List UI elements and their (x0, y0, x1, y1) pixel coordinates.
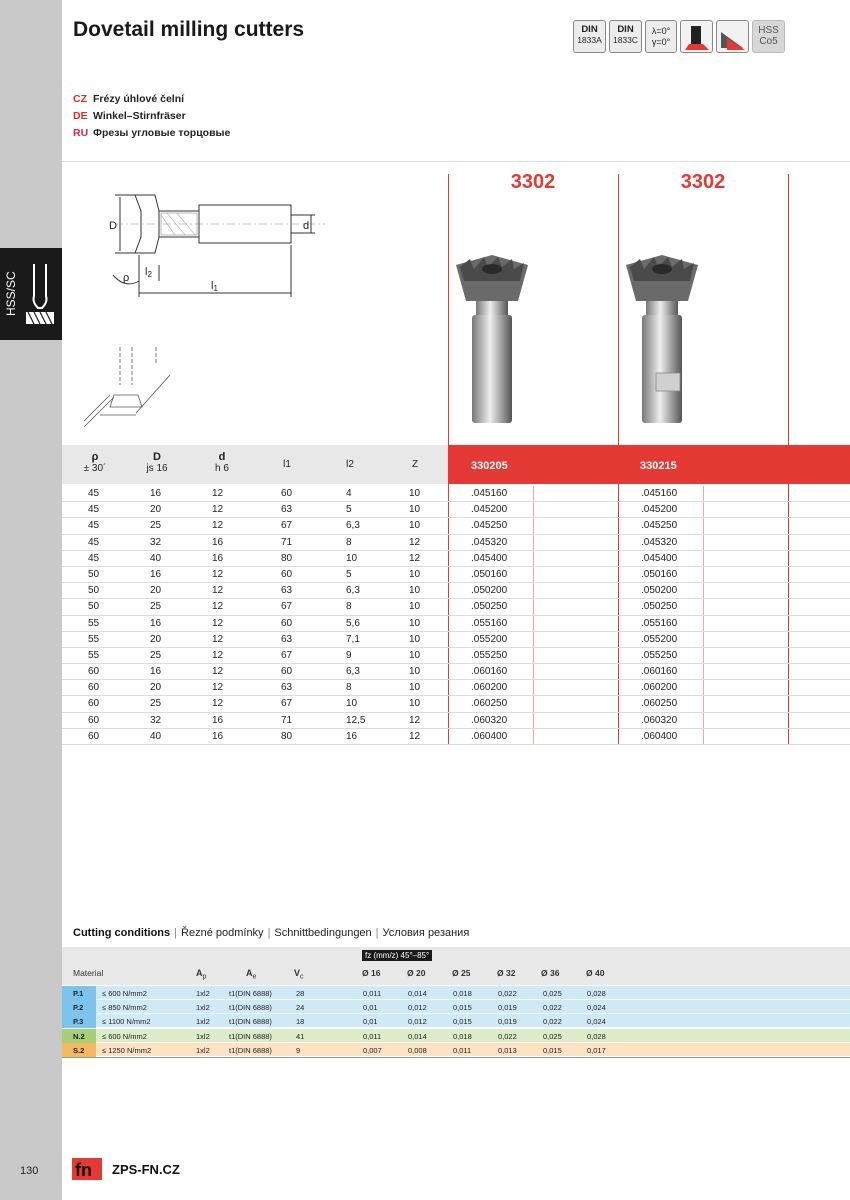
table-cell: 16 (150, 568, 162, 580)
order-code-cell: .045200 (641, 504, 678, 516)
cc-strength: ≤ 850 N/mm2 (102, 1003, 147, 1013)
table-cell: 12 (409, 714, 421, 726)
cc-vc: 41 (296, 1031, 305, 1041)
table-cell: 12 (212, 585, 224, 597)
table-row (62, 648, 850, 664)
table-cell: 10 (409, 649, 421, 661)
cutting-row (62, 1029, 850, 1043)
dim-l1: l (211, 280, 214, 292)
order-code-cell: .060400 (471, 730, 508, 742)
cc-fz: 0,028 (587, 989, 606, 998)
order-code-cell: .060200 (471, 682, 508, 694)
table-cell: 25 (150, 649, 162, 661)
table-cell: 20 (150, 633, 162, 645)
table-cell: 67 (281, 649, 293, 661)
cc-fz: 0,011 (363, 989, 382, 998)
table-cell: 50 (88, 601, 100, 613)
table-cell: 50 (88, 568, 100, 580)
cc-fz: 0,024 (587, 1017, 606, 1027)
cutter-dimension-drawing (95, 185, 335, 305)
order-code-cell: .050250 (641, 601, 678, 613)
product-code: 330215 (640, 460, 677, 472)
cc-ap: 1xl2 (196, 989, 210, 998)
order-code-cell: .055250 (471, 649, 508, 661)
cc-material-header: Material (73, 968, 104, 978)
side-tab[interactable] (0, 248, 62, 340)
dim-rho: ρ (123, 272, 130, 284)
cc-group: S.2 (73, 1045, 85, 1055)
col-rho: ρ ± 30´ (83, 451, 107, 474)
cc-ae: t1(DIN 6888) (229, 1045, 272, 1055)
cc-fz: 0,015 (453, 1003, 472, 1013)
table-cell: 12 (212, 666, 224, 678)
cc-group: P.1 (73, 989, 84, 998)
dimension-table (62, 486, 850, 745)
table-cell: 5 (346, 504, 352, 516)
table-cell: 55 (88, 633, 100, 645)
table-cell: 12 (212, 682, 224, 694)
dim-D: D (109, 220, 117, 232)
table-row (62, 486, 850, 502)
cutting-conditions-title: Cutting conditions | Řezné podmínky | Schnittbedingungen | Условия резания (73, 927, 470, 939)
order-code-cell: .050160 (471, 568, 508, 580)
machining-drawing (80, 345, 180, 430)
cc-fz: 0,024 (587, 1003, 606, 1013)
lang-cz: CZ Frézy úhlové čelní (73, 93, 185, 105)
order-code-cell: .055200 (641, 633, 678, 645)
order-code-cell: .045400 (641, 552, 678, 564)
cc-ap-header: $A_p$ (196, 968, 207, 981)
table-cell: 63 (281, 585, 293, 597)
table-cell: 12 (409, 730, 421, 742)
order-code-cell: .060160 (641, 666, 678, 678)
table-cell: 60 (88, 666, 100, 678)
cc-ae: t1(DIN 6888) (229, 989, 272, 998)
table-cell: 45 (88, 504, 100, 516)
cc-fz: 0,013 (498, 1045, 517, 1055)
svg-text:l1 (211, 280, 218, 293)
cc-fz: 0,014 (408, 1031, 427, 1041)
table-cell: 10 (409, 666, 421, 678)
cutting-header (62, 947, 850, 985)
table-cell: 7,1 (346, 633, 360, 645)
cc-group: N.2 (73, 1031, 85, 1041)
cc-fz: 0,022 (543, 1003, 562, 1013)
cutter-photo (452, 255, 532, 425)
product-code: 330205 (471, 460, 508, 472)
table-cell: 55 (88, 617, 100, 629)
table-cell: 5 (346, 568, 352, 580)
cc-vc: 24 (296, 1003, 305, 1013)
table-cell: 20 (150, 682, 162, 694)
language-list (73, 91, 230, 142)
table-cell: 5,6 (346, 617, 360, 629)
table-cell: 12 (409, 552, 421, 564)
order-code-cell: .045400 (471, 552, 508, 564)
table-cell: 12 (212, 568, 224, 580)
order-code-cell: .060320 (641, 714, 678, 726)
cc-ap: 1xl2 (196, 1017, 210, 1027)
table-cell: 40 (150, 552, 162, 564)
order-code-cell: .055160 (471, 617, 508, 629)
table-cell: 12 (212, 698, 224, 710)
cc-fz: 0,019 (498, 1003, 517, 1013)
table-row (62, 632, 850, 648)
table-cell: 60 (88, 730, 100, 742)
table-cell: 12 (212, 504, 224, 516)
order-code-cell: .060250 (471, 698, 508, 710)
order-code-cell: .060400 (641, 730, 678, 742)
table-cell: 8 (346, 601, 352, 613)
cc-vc: 9 (296, 1045, 301, 1055)
cc-ae: t1(DIN 6888) (229, 1017, 272, 1027)
dim-l2-sub: 2 (147, 270, 152, 279)
order-code-cell: .060160 (471, 666, 508, 678)
table-cell: 12 (212, 617, 224, 629)
table-cell: 16 (212, 552, 224, 564)
table-cell: 45 (88, 520, 100, 532)
table-cell: 60 (88, 714, 100, 726)
cc-fz: 0,025 (543, 1031, 562, 1041)
table-cell: 32 (150, 536, 162, 548)
table-cell: 10 (409, 504, 421, 516)
table-row (62, 616, 850, 632)
order-code-cell: .045200 (471, 504, 508, 516)
table-cell: 10 (409, 488, 421, 499)
logo-text: fn (75, 1160, 92, 1180)
table-cell: 10 (409, 585, 421, 597)
order-code-cell: .055200 (471, 633, 508, 645)
cc-ap: 1xl2 (196, 1031, 210, 1041)
cc-ae: t1(DIN 6888) (229, 1031, 272, 1041)
table-row (62, 535, 850, 551)
cc-fz: 0,022 (543, 1017, 562, 1027)
table-cell: 63 (281, 633, 293, 645)
cc-fz: 0,022 (498, 1031, 517, 1041)
table-cell: 50 (88, 585, 100, 597)
table-cell: 10 (409, 568, 421, 580)
table-row (62, 551, 850, 567)
cc-fz: 0,017 (587, 1045, 606, 1055)
cc-bottom-line (62, 1057, 850, 1058)
cc-group: P.3 (73, 1017, 84, 1027)
cc-ae-header: $A_e$ (246, 968, 257, 981)
order-code-cell: .055250 (641, 649, 678, 661)
table-row (62, 696, 850, 712)
table-cell: 20 (150, 504, 162, 516)
table-cell: 12 (212, 633, 224, 645)
cc-dia-header: Ø 36 (541, 968, 560, 978)
angle-badge: λ=0° γ=0° (645, 20, 677, 53)
cutting-row (62, 1000, 850, 1014)
cc-fz: 0,011 (363, 1031, 382, 1041)
order-code-cell: .045250 (641, 520, 678, 532)
cc-fz: 0,019 (498, 1017, 517, 1027)
table-cell: 67 (281, 520, 293, 532)
order-code-cell: .045160 (471, 488, 508, 499)
table-cell: 12 (212, 649, 224, 661)
table-cell: 67 (281, 698, 293, 710)
product-number: 3302 (510, 171, 556, 193)
cc-strength: ≤ 600 N/mm2 (102, 989, 147, 998)
table-cell: 10 (409, 633, 421, 645)
cc-fz: 0,018 (453, 1031, 472, 1041)
table-row (62, 518, 850, 534)
footer-site[interactable]: ZPS-FN.CZ (112, 1161, 180, 1177)
shank-icon (680, 20, 713, 53)
table-cell: 60 (88, 682, 100, 694)
page-number: 130 (20, 1165, 39, 1177)
table-cell: 60 (281, 568, 293, 580)
cc-ae: t1(DIN 6888) (229, 1003, 272, 1013)
table-cell: 67 (281, 601, 293, 613)
cutting-profile-icon (716, 20, 749, 53)
table-row (62, 713, 850, 729)
dim-l2: l (145, 266, 148, 278)
order-code-cell: .060250 (641, 698, 678, 710)
din-1833a-badge: DIN 1833A (573, 20, 606, 53)
table-cell: 60 (281, 666, 293, 678)
cc-strength: ≤ 600 N/mm2 (102, 1031, 147, 1041)
table-cell: 16 (150, 617, 162, 629)
order-code-cell: .050200 (641, 585, 678, 597)
table-cell: 4 (346, 488, 352, 499)
table-cell: 12 (409, 536, 421, 548)
cc-dia-header: Ø 20 (407, 968, 426, 978)
cc-dia-header: Ø 25 (452, 968, 471, 978)
cc-fz: 0,01 (363, 1003, 378, 1013)
cc-fz: 0,012 (408, 1003, 427, 1013)
cc-fz: 0,022 (498, 989, 517, 998)
table-cell: 10 (409, 698, 421, 710)
table-row (62, 567, 850, 583)
table-cell: 60 (281, 488, 293, 499)
cc-fz: 0,018 (453, 989, 472, 998)
lang-de: DE Winkel–Stirnfräser (73, 110, 186, 122)
table-cell: 10 (409, 617, 421, 629)
cc-fz: 0,025 (543, 989, 562, 998)
table-cell: 10 (346, 552, 358, 564)
spec-badges (573, 20, 785, 53)
order-code-cell: .060200 (641, 682, 678, 694)
product-number: 3302 (680, 171, 726, 193)
table-cell: 25 (150, 698, 162, 710)
cutting-row (62, 1043, 850, 1057)
cc-vc-header: $V_c$ (294, 968, 304, 981)
table-cell: 80 (281, 730, 293, 742)
cutter-category-icon (24, 262, 56, 328)
table-cell: 10 (346, 698, 358, 710)
hss-co5-badge: HSS Co5 (752, 20, 785, 53)
table-cell: 55 (88, 649, 100, 661)
table-cell: 60 (88, 698, 100, 710)
table-row (62, 599, 850, 615)
order-code-cell: .055160 (641, 617, 678, 629)
table-cell: 40 (150, 730, 162, 742)
table-cell: 16 (346, 730, 358, 742)
table-cell: 71 (281, 714, 293, 726)
order-code-cell: .050160 (641, 568, 678, 580)
footer-logo[interactable] (72, 1156, 180, 1182)
table-cell: 16 (212, 536, 224, 548)
table-cell: 16 (150, 666, 162, 678)
table-cell: 80 (281, 552, 293, 564)
cc-dia-header: Ø 32 (497, 968, 516, 978)
table-cell: 45 (88, 536, 100, 548)
table-row (62, 664, 850, 680)
table-cell: 6,3 (346, 666, 360, 678)
table-cell: 45 (88, 552, 100, 564)
col-Z: Z (411, 459, 419, 470)
col-D: D js 16 (146, 451, 168, 474)
table-row (62, 729, 850, 745)
dim-l1-sub: 1 (213, 284, 218, 293)
din-1833c-badge: DIN 1833C (609, 20, 642, 53)
order-code-cell: .045320 (471, 536, 508, 548)
table-cell: 63 (281, 504, 293, 516)
section-divider (62, 161, 850, 162)
table-cell: 25 (150, 520, 162, 532)
cc-dia-header: Ø 16 (362, 968, 381, 978)
table-cell: 16 (212, 730, 224, 742)
cc-vc: 18 (296, 1017, 305, 1027)
table-cell: 8 (346, 536, 352, 548)
table-cell: 12 (212, 520, 224, 532)
table-cell: 16 (150, 488, 162, 499)
table-cell: 10 (409, 520, 421, 532)
table-row (62, 502, 850, 518)
table-cell: 6,3 (346, 520, 360, 532)
order-code-cell: .045320 (641, 536, 678, 548)
table-cell: 9 (346, 649, 352, 661)
cc-fz: 0,014 (408, 989, 427, 998)
table-cell: 16 (212, 714, 224, 726)
table-row (62, 680, 850, 696)
table-cell: 45 (88, 488, 100, 499)
col-l1: l1 (283, 459, 291, 470)
table-cell: 12,5 (346, 714, 366, 726)
fz-label: fz (mm/z) 45°–85° (362, 950, 432, 961)
table-cell: 10 (409, 682, 421, 694)
cc-fz: 0,015 (453, 1017, 472, 1027)
cc-ap: 1xl2 (196, 1045, 210, 1055)
cc-dia-header: Ø 40 (586, 968, 605, 978)
cc-fz: 0,011 (453, 1045, 472, 1055)
cc-fz: 0,007 (363, 1045, 382, 1055)
order-code-cell: .045160 (641, 488, 678, 499)
table-cell: 63 (281, 682, 293, 694)
order-code-cell: .050250 (471, 601, 508, 613)
cc-vc: 28 (296, 989, 305, 998)
table-cell: 6,3 (346, 585, 360, 597)
table-cell: 60 (281, 617, 293, 629)
col-d: d h 6 (215, 451, 229, 474)
table-cell: 20 (150, 585, 162, 597)
cc-strength: ≤ 1250 N/mm2 (102, 1045, 152, 1055)
order-code-cell: .045250 (471, 520, 508, 532)
cutter-photo-flat (622, 255, 702, 425)
cc-fz: 0,028 (587, 1031, 606, 1041)
cc-fz: 0,015 (543, 1045, 562, 1055)
cc-ap: 1xl2 (196, 1003, 210, 1013)
table-cell: 10 (409, 601, 421, 613)
table-cell: 12 (212, 488, 224, 499)
page-title: Dovetail milling cutters (73, 18, 305, 41)
cutting-row (62, 1014, 850, 1028)
table-row (62, 583, 850, 599)
table-cell: 12 (212, 601, 224, 613)
cc-fz: 0,008 (408, 1045, 427, 1055)
table-cell: 71 (281, 536, 293, 548)
order-code-cell: .060320 (471, 714, 508, 726)
lang-ru: RU Фрезы угловые торцовые (73, 127, 231, 139)
cc-group: P.2 (73, 1003, 84, 1013)
cutting-row (62, 986, 850, 1000)
order-code-cell: .050200 (471, 585, 508, 597)
side-tab-label: HSS/SC (4, 271, 18, 317)
fn-logo-icon (72, 1156, 104, 1182)
cc-strength: ≤ 1100 N/mm2 (102, 1017, 151, 1027)
cc-fz: 0,01 (363, 1017, 378, 1027)
cc-fz: 0,012 (408, 1017, 427, 1027)
col-l2: l2 (346, 459, 354, 470)
table-cell: 32 (150, 714, 162, 726)
svg-text:l2 (145, 266, 152, 279)
table-cell: 8 (346, 682, 352, 694)
dim-d: d (303, 220, 310, 232)
left-sidebar (0, 0, 62, 1200)
table-cell: 25 (150, 601, 162, 613)
